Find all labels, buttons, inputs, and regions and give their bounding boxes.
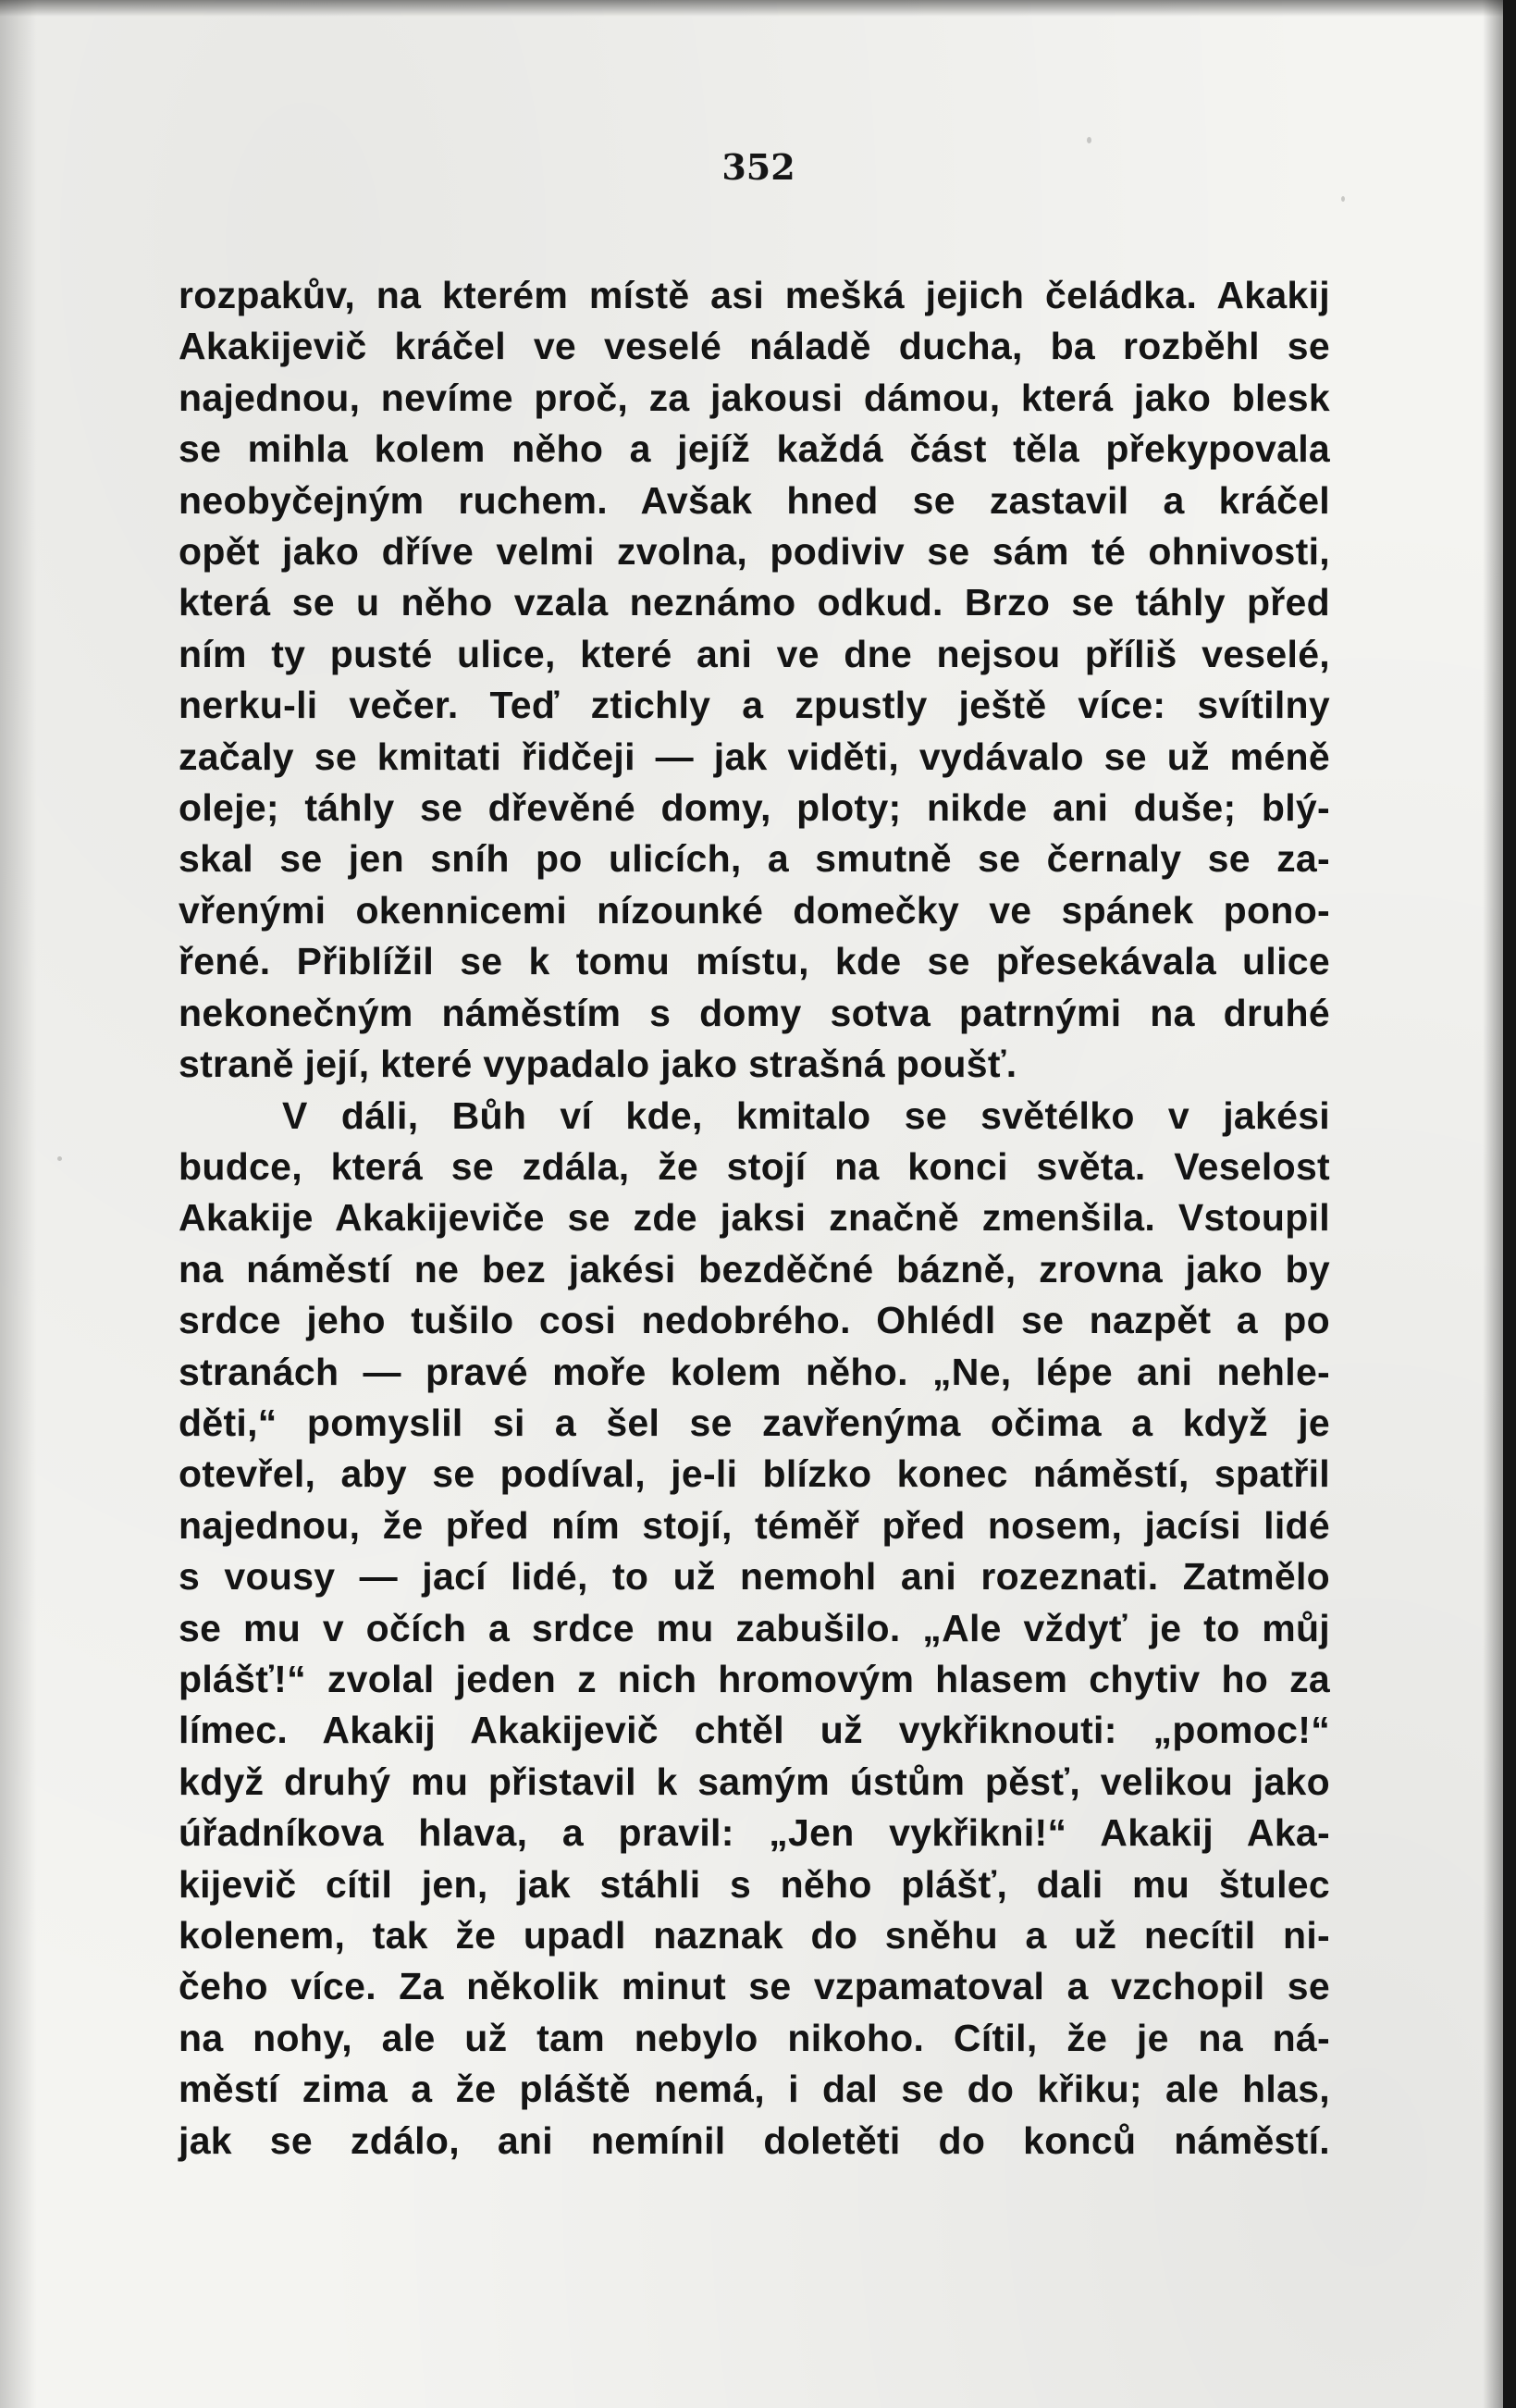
text-line: budce, která se zdála, že stojí na konci světa. Veselost <box>179 1144 1330 1188</box>
text-line: řené. Přiblížil se k tomu místu, kde se přesekávala ulice <box>179 940 1330 983</box>
text-line: se mihla kolem něho a jejíž každá část těla překypovala <box>179 427 1330 471</box>
text-line: otevřel, aby se podíval, je-li blízko konec náměstí, spatřil <box>179 1452 1330 1496</box>
page-right-edge <box>1503 0 1516 2408</box>
body-text <box>179 270 1330 2167</box>
text-line: na náměstí ne bez jakési bezděčné bázně, zrovna jako by <box>179 1247 1330 1290</box>
text-line: která se u něho vzala neznámo odkud. Brzo se táhly před <box>179 581 1330 624</box>
text-line: najednou, nevíme proč, za jakousi dámou, která jako blesk <box>179 376 1330 419</box>
print-speck <box>57 1156 62 1161</box>
text-line: oleje; táhly se dřevěné domy, ploty; nikde ani duše; blý- <box>179 786 1330 830</box>
text-line: úřadníkova hlava, a pravil: „Jen vykřikni!“ Akakij Aka- <box>179 1811 1330 1855</box>
text-line: jak se zdálo, ani nemínil doletěti do konců náměstí. <box>179 2118 1330 2162</box>
text-line: na nohy, ale už tam nebylo nikoho. Cítil, že je na ná- <box>179 2016 1330 2059</box>
text-line: s vousy — jací lidé, to už nemohl ani rozeznati. Zatmělo <box>179 1555 1330 1599</box>
text-line: když druhý mu přistavil k samým ústům pěsť, velikou jako <box>179 1760 1330 1803</box>
text-line: opět jako dříve velmi zvolna, podiviv se sám té ohnivosti, <box>179 530 1330 574</box>
print-speck <box>1087 137 1091 143</box>
page-top-shadow <box>0 0 1516 17</box>
text-line: kolenem, tak že upadl naznak do sněhu a už necítil ni- <box>179 1914 1330 1957</box>
text-line: V dáli, Bůh ví kde, kmitalo se světélko v jakési <box>282 1093 1330 1137</box>
page-left-shadow <box>0 0 37 2408</box>
text-line: Akakije Akakijeviče se zde jaksi značně zmenšila. Vstoupil <box>179 1196 1330 1240</box>
text-line: neobyčejným ruchem. Avšak hned se zastavil a kráčel <box>179 478 1330 522</box>
text-line: nerku-li večer. Teď ztichly a zpustly ještě více: svítilny <box>179 684 1330 727</box>
text-line: plášť!“ zvolal jeden z nich hromovým hlasem chytiv ho za <box>179 1657 1330 1700</box>
text-line: rozpakův, na kterém místě asi mešká jejich čeládka. Akakij <box>179 274 1330 316</box>
text-line: městí zima a že pláště nemá, i dal se do křiku; ale hlas, <box>179 2068 1330 2111</box>
text-line: srdce jeho tušilo cosi nedobrého. Ohlédl se nazpět a po <box>179 1299 1330 1342</box>
text-line: Akakijevič kráčel ve veselé náladě ducha, ba rozběhl se <box>179 325 1330 368</box>
text-line: začaly se kmitati řidčeji — jak viděti, vydávalo se už méně <box>179 735 1330 778</box>
page-right-shadow <box>1483 0 1503 2408</box>
text-line: čeho více. Za několik minut se vzpamatoval a vzchopil se <box>179 1965 1330 2008</box>
text-line: límec. Akakij Akakijevič chtěl už vykřiknouti: „pomoc!“ <box>179 1709 1330 1752</box>
page-number: 352 <box>721 146 795 188</box>
text-line: kijevič cítil jen, jak stáhli s něho plášť, dali mu štulec <box>179 1862 1330 1906</box>
print-speck <box>1341 196 1345 202</box>
text-line: straně její, které vypadalo jako strašná poušť. <box>179 1043 1017 1086</box>
text-line: se mu v očích a srdce mu zabušilo. „Ale vždyť je to můj <box>179 1606 1330 1649</box>
text-line: děti,“ pomyslil si a šel se zavřenýma očima a když je <box>179 1401 1330 1444</box>
text-line: najednou, že před ním stojí, téměř před nosem, jacísi lidé <box>179 1503 1330 1547</box>
text-line: vřenými okennicemi nízounké domečky ve spánek pono- <box>179 888 1330 932</box>
text-line: ním ty pusté ulice, které ani ve dne nejsou příliš veselé, <box>179 632 1330 675</box>
text-line: nekonečným náměstím s domy sotva patrnými na druhé <box>179 991 1330 1034</box>
text-line: skal se jen sníh po ulicích, a smutně se černaly se za- <box>179 837 1330 881</box>
text-line: stranách — pravé moře kolem něho. „Ne, lépe ani nehle- <box>179 1350 1330 1393</box>
